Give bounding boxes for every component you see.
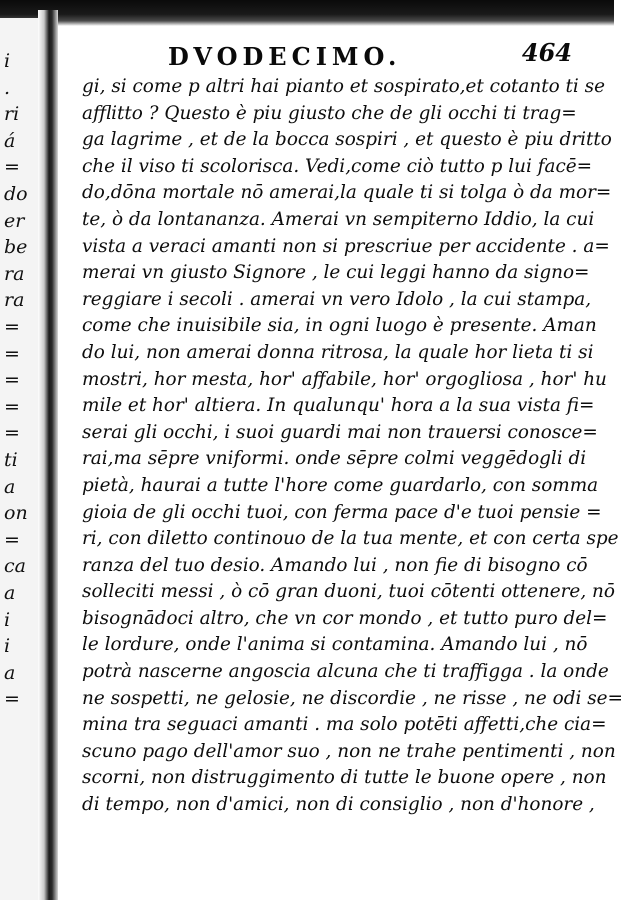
facing-page-fragment: ra: [4, 289, 25, 312]
facing-page-fragment: =: [4, 156, 20, 179]
text-line: le lordure, onde l'anima si contamina. Amando lui , nō: [82, 634, 588, 656]
text-line: come che inuisibile sia, in ogni luogo è presente. Aman: [82, 315, 597, 337]
running-head: DVODECIMO.: [168, 42, 402, 71]
text-line: mostri, hor mesta, hor' affabile, hor' orgogliosa , hor' hu: [82, 368, 607, 390]
text-line: do lui, non amerai donna ritrosa, la quale hor lieta ti si: [82, 341, 594, 363]
facing-page-fragment: a: [4, 582, 16, 604]
body-text: [82, 74, 623, 819]
facing-page-fragment: do: [4, 183, 28, 205]
facing-page-fragment: =: [4, 422, 20, 445]
facing-page-fragment: be: [4, 236, 28, 259]
text-line: rai,ma sēpre vniformi. onde sēpre colmi veggēdogli di: [82, 448, 587, 470]
text-line: do,dōna mortale nō amerai,la quale ti si tolga ò da mor=: [82, 182, 612, 204]
facing-page-fragment: =: [4, 688, 20, 711]
facing-page-fragment: =: [4, 395, 20, 418]
facing-page-fragment: i: [4, 608, 11, 631]
facing-page-fragment: =: [4, 369, 20, 392]
text-line: mile et hor' altiera. In qualunqu' hora a la sua vista fi=: [82, 395, 595, 417]
facing-page-fragment: .: [4, 76, 11, 99]
facing-page-fragment: er: [4, 209, 25, 232]
text-line: te, ò da lontananza. Amerai vn sempiterno Iddio, la cui: [82, 208, 595, 230]
text-line: ri, con diletto continouo de la tua mente, et con certa spe: [82, 528, 619, 550]
facing-page-fragment: =: [4, 528, 20, 551]
facing-page-fragment: ra: [4, 262, 25, 285]
facing-page-fragment: ti: [4, 449, 18, 471]
text-line: gi, si come p altri hai pianto et sospirato,et cotanto ti se: [82, 76, 605, 97]
facing-page-fragment: =: [4, 342, 20, 365]
page-header: [160, 38, 580, 72]
text-line: solleciti messi , ò cō gran duoni, tuoi cōtenti ottenere, nō: [82, 581, 615, 603]
text-line: gioia de gli occhi tuoi, con ferma pace d'e tuoi pensie =: [82, 501, 602, 523]
text-line: ranza del tuo desio. Amando lui , non fie di bisogno cō: [82, 554, 588, 576]
text-line: afflitto ? Questo è piu giusto che de gli occhi ti trag=: [82, 102, 577, 124]
text-line: pietà, haurai a tutte l'hore come guardarlo, con somma: [82, 474, 599, 496]
facing-page-fragment: a: [4, 475, 16, 498]
binding-gutter: [38, 10, 58, 900]
facing-page-fragment: =: [4, 316, 20, 338]
top-shadow: [0, 0, 614, 26]
text-line: merai vn giusto Signore , le cui leggi hanno da signo=: [82, 262, 590, 284]
text-line: di tempo, non d'amici, non di consiglio , non d'honore ,: [82, 794, 595, 816]
facing-page-fragment: i: [4, 635, 11, 658]
facing-page-fragment: i: [4, 50, 11, 72]
facing-page-fragment: ri: [4, 103, 20, 126]
facing-page-fragment: á: [4, 129, 16, 152]
text-line: che il viso ti scolorisca. Vedi,come ciò tutto p lui facē=: [82, 155, 593, 177]
text-line: ne sospetti, ne gelosie, ne discordie , ne risse , ne odi se=: [82, 687, 623, 709]
text-line: reggiare i secoli . amerai vn vero Idolo , la cui stampa,: [82, 288, 592, 310]
page-number: 464: [521, 38, 572, 67]
text-line: vista a veraci amanti non si prescriue per accidente . a=: [82, 235, 610, 257]
text-line: bisognādoci altro, che vn cor mondo , et tutto puro del=: [82, 607, 608, 629]
facing-page-fragment: a: [4, 661, 16, 684]
text-line: mina tra seguaci amanti . ma solo potēti affetti,che cia=: [82, 714, 607, 736]
text-line: potrà nascerne angoscia alcuna che ti traffigga . la onde: [82, 661, 609, 683]
text-line: scuno pago dell'amor suo , non ne trahe pentimenti , non: [82, 740, 616, 762]
facing-page-fragment: on: [4, 502, 28, 525]
text-line: serai gli occhi, i suoi guardi mai non trauersi conosce=: [82, 421, 598, 443]
facing-page-fragment: ca: [4, 555, 26, 578]
text-line: ga lagrime , et de la bocca sospiri , et questo è piu dritto: [82, 129, 612, 151]
text-line: scorni, non distruggimento di tutte le buone opere , non: [82, 767, 607, 789]
